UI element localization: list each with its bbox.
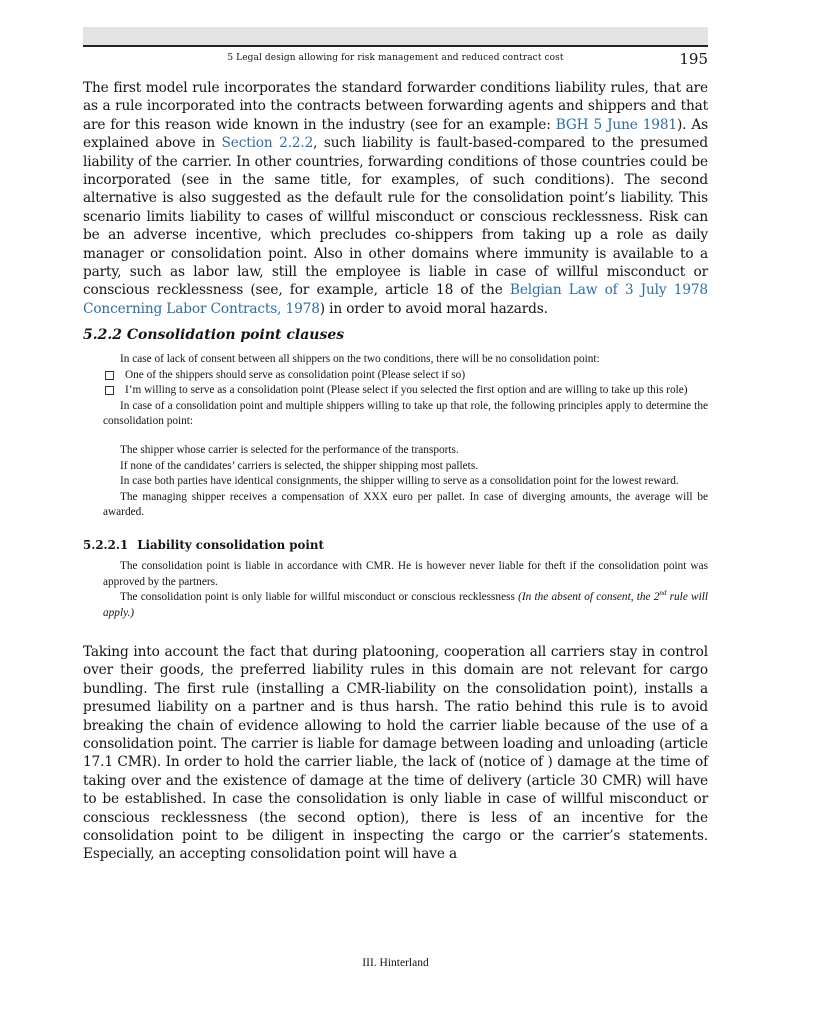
paragraph-1-text-b: ). As explained above in (83, 116, 709, 152)
note-superscript: nd (659, 589, 667, 598)
spacer (103, 429, 708, 443)
paragraph-1 (83, 79, 708, 318)
option-2-label: I’m willing to serve as a consolidation point (Please select if you selected the first option and are willing to take up this role) (125, 384, 688, 397)
liability-clauses (103, 559, 708, 621)
running-head (83, 50, 708, 70)
header-band (83, 27, 708, 45)
page-body (83, 79, 708, 864)
clause-intro: In case of lack of consent between all shippers on the two conditions, there will be no consolidation point: (120, 353, 600, 366)
note-text-b: rule will apply.) (103, 591, 708, 619)
section-number: 5.2.2.1 (83, 538, 129, 553)
principle-1: The shipper whose carrier is selected for the performance of the transports. (120, 444, 459, 457)
liability-rule-1: The consolidation point is liable in accordance with CMR. He is however never liable for theft if the consolidation point was approved by the partners. (103, 560, 708, 588)
section-title: Liability consolidation point (137, 538, 324, 553)
section-heading-5-2-2: 5.2.2 Consolidation point clauses (83, 327, 345, 344)
paragraph-2: Taking into account the fact that during platooning, cooperation all carriers stay in control over their goods, the preferred liability rules in this domain are not relevant for cargo bundling. The first rule (installing a CMR-liability on the consolidation point), installs a presumed liability on a partner and is thus harsh. The ratio behind this rule is to avoid breaking the chain of evidence allowing to hold the carrier liable because of the use of a consolidation point. The carrier is liable for damage between loading and unloading (article 17.1 CMR). In order to hold the carrier liable, the lack of (notice of ) damage at the time of taking over and the existence of damage at the time of delivery (article 30 CMR) will have to be established. In case the consolidation is only liable in case of willful misconduct or conscious recklessness (the second option), there is less of an incentive for the consolidation point to be diligent in inspecting the cargo or the carrier’s statements. Especially, an accepting consolidation point will have a (83, 643, 708, 863)
principle-3: In case both parties have identical consignments, the shipper willing to serve as a consolidation point for the lowest reward. (120, 475, 679, 488)
checkbox-option-2[interactable] (105, 386, 114, 395)
header-rule (83, 45, 708, 47)
paragraph-1-text-a: The first model rule incorporates the standard forwarder conditions liability rules, that are as a rule incorporated into the contracts between forwarding agents and shippers and that are for this reason wide known in the industry (see for an example: (83, 80, 708, 133)
note-text-a: (In the absent of consent, the 2 (518, 591, 660, 604)
paragraph-1-text-d: ) in order to avoid moral hazards. (319, 300, 548, 317)
option-item (103, 383, 708, 398)
paragraph-1-text-c: , such liability is fault-based-compared to the presumed liability of the carrier. In other countries, forwarding conditions of those countries could be incorporated (see in the same title, for examples, of such conditions). The second alternative is also suggested as the default rule for the consolidation point’s liability. This scenario limits liability to cases of willful misconduct or conscious recklessness. Risk can be an adverse incentive, which precludes co-shippers from taking up a role as daily manager or consolidation point. Also in other domains where immunity is available to a party, such as labor law, still the employee is liable in case of willful misconduct or conscious recklessness (see, for example, article 18 of the (83, 135, 708, 299)
liability-rule-2 (103, 590, 708, 621)
option-item (103, 368, 708, 383)
page-number: 195 (679, 50, 708, 68)
checkbox-option-1[interactable] (105, 371, 114, 380)
principle-4: The managing shipper receives a compensation of XXX euro per pallet. In case of diverging amounts, the average will be awarded. (103, 490, 708, 518)
liability-rule-2-text: The consolidation point is only liable for willful misconduct or conscious recklessness (120, 591, 519, 604)
section-heading-5-2-2-1 (83, 537, 708, 553)
option-1-label: One of the shippers should serve as consolidation point (Please select if so) (125, 368, 466, 381)
footer: III. Hinterland (362, 957, 429, 969)
citation-link-belgian-law[interactable]: Belgian Law of 3 July 1978 Concerning Labor Contracts, 1978 (83, 282, 708, 317)
running-title: 5 Legal design allowing for risk management and reduced contract cost (227, 53, 564, 63)
section-link-2-2-2[interactable]: Section 2.2.2 (221, 135, 314, 152)
principle-2: If none of the candidates’ carriers is selected, the shipper shipping most pallets. (120, 459, 479, 472)
citation-link-bgh[interactable]: BGH 5 June 1981 (555, 116, 677, 133)
consolidation-clauses (103, 352, 708, 520)
clause-multiple: In case of a consolidation point and multiple shippers willing to take up that role, the following principles apply to determine the consolidation point: (103, 399, 708, 427)
